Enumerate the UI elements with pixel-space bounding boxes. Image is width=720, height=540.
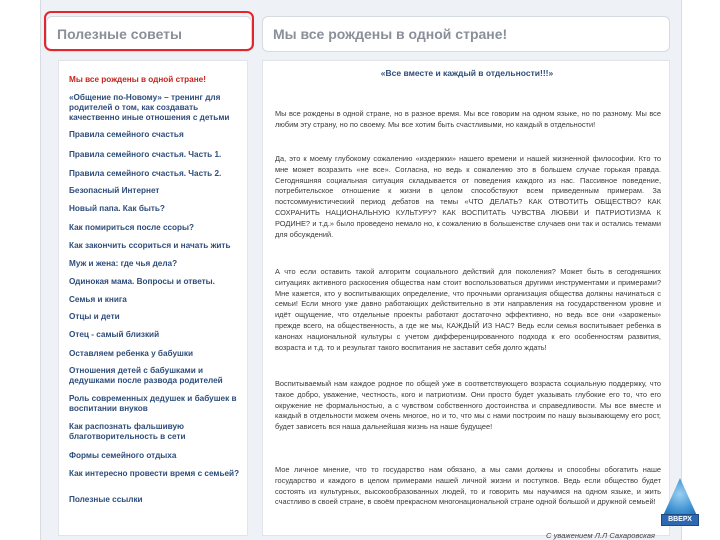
sidebar-item-safe-internet[interactable]: Безопасный Интернет: [69, 186, 160, 195]
article-paragraph: Да, это к моему глубокому сожалению «издержки» нашего времени и нашей жизненной философии. Кто то мне может возразить «не все». Согласна, но ведь к сожалению это в большем случае горькая правда. Сегодняшняя социальная ситуация складывается от поведения каждого из нас. Пассивное поведение, потребительское отношение к жизни в целом способствуют всем приведенным примерам. За постсоммунистический период дебатов на темы «ЧТО ДЕЛАТЬ? КАК ОТВОТИТЬ ОБЩЕСТВО? КАК СОХРАНИТЬ НАЦИОНАЛЬНУЮ КУЛЬТУРУ? КАК ВОСПИТАТЬ ЧУВСТВА ЛЮБВИ И ПАТРИОТИЗМА К РОДИНЕ? и т.д.» было проведено немало но, к сожалению в большенстве случаев они так и остались темами для обсуждений.: [275, 154, 661, 239]
sidebar-item-useful-links[interactable]: Полезные ссылки: [69, 495, 143, 504]
article-paragraph: Мы все рождены в одной стране, но в разное время. Мы все говорим на одном языке, но по разному. Мы все любим эту страну, но по своему. Мы все хотим быть счастливыми, но каждый в отдельности!: [275, 109, 661, 129]
sidebar-item-fake-charity[interactable]: Как распознать фальшивую благотворительность в сети: [69, 422, 186, 441]
article-paragraph: Воспитываемый нам каждое родное по общей уже в соответствующего возраста социальную поддержку, что такое добро, уважение, честность, кого и патриотизм. Они просто будет указывать глубокие его то, что его окружение не формальностью, а с чувством собственного достоинства и справедливости. Мы все вместе и каждый в отдельности можем очень многое, но и то, что мы с нами построим по нашу вызывающему его рост, будет зависеть вся наша дальнейшая жизнь на наше будущее!: [275, 379, 661, 432]
article-header: [262, 16, 670, 52]
sidebar-item-single-mom[interactable]: Одинокая мама. Вопросы и ответы.: [69, 277, 215, 286]
sidebar-item-fathers-and-children[interactable]: Отцы и дети: [69, 312, 120, 321]
article-subtitle: «Все вместе и каждый в отдельности!!!»: [380, 68, 554, 78]
arrow-up-icon: [662, 478, 698, 518]
back-to-top-label: ВВЕРХ: [661, 514, 699, 526]
sidebar-item-make-up-after-quarrel[interactable]: Как помириться после ссоры?: [69, 223, 195, 232]
article-paragraph: А что если оставить такой алгоритм социального действий для поколения? Может быть в сегодняшних ситуациях активного раскосения общества нам стоит воспользоваться другими инструментами и примерами? Мне кажется, кто у воспитывающих определение, что прочными организация общества должны начинаться с семьи! Если много уже давно работающих действительно в эти направления на государственном уровне и идёт ощущение, что отдельные проекты работают достаточно эффективно, но ведь все они «зарожены» прежде всего, на общественность, а где же мы, КАЖДЫЙ ИЗ НАС? Ведь если семья воспитывает ребенка в канонах национальной культуры с учетом дифференцированного подхода к его особенностям развития, возраста и т.д. то и результат такого воспитания не заставит себя долго ждать!: [275, 267, 661, 352]
sidebar-item-husband-and-wife[interactable]: Муж и жена: где чья дела?: [69, 259, 178, 268]
sidebar-item-stop-quarreling[interactable]: Как закончить ссориться и начать жить: [69, 241, 231, 250]
highlight-outline: [44, 11, 254, 51]
sidebar-item-family-time[interactable]: Как интересно провести время с семьей?: [69, 469, 240, 478]
sidebar-item-grandparents-after-divorce[interactable]: Отношения детей с бабушками и дедушками после развода родителей: [69, 366, 223, 385]
back-to-top-button[interactable]: [661, 478, 699, 528]
sidebar-item-family-happiness-rules-part1[interactable]: Правила семейного счастья. Часть 1.: [69, 150, 222, 159]
article-signature: С уважением Л.Л Сахаровская: [546, 531, 655, 540]
sidebar-item-family-leisure[interactable]: Формы семейного отдыха: [69, 451, 177, 460]
sidebar-item-new-dad[interactable]: Новый папа. Как быть?: [69, 204, 165, 213]
article-body: [262, 60, 670, 540]
sidebar-menu: [58, 60, 248, 536]
sidebar-item-born-in-one-country[interactable]: Мы все рождены в одной стране!: [69, 75, 206, 84]
sidebar-item-leave-child-grandma[interactable]: Оставляем ребенка у бабушки: [69, 349, 193, 358]
sidebar-item-family-happiness-rules[interactable]: Правила семейного счастья: [69, 130, 184, 139]
sidebar-item-family-and-book[interactable]: Семья и книга: [69, 295, 127, 304]
sidebar-item-grandparents-role[interactable]: Роль современных дедушек и бабушек в воспитании внуков: [69, 394, 237, 413]
sidebar-item-father-closest[interactable]: Отец - самый близкий: [69, 330, 160, 339]
sidebar-item-family-happiness-rules-part2[interactable]: Правила семейного счастья. Часть 2.: [69, 169, 222, 178]
article-paragraph: Мое личное мнение, что то государство нам обязано, а мы сами должны и способны обогатить наше государство и каждого в целом примерами нашей личной жизни и поступков. Ведь если общество будет состоять из культурных, высокообразованных людей, то и говорить мы научимся на одном языке, и жить счастливо в своей стране, в своём прекрасном многонациональной стране одной большой и дружной семьей!: [275, 465, 661, 507]
section-title: Полезные советы: [57, 26, 182, 42]
article-title: Мы все рождены в одной стране!: [273, 26, 508, 42]
sidebar-item-training-for-parents[interactable]: «Общение по-Новому» – тренинг для родителей о том, как создавать качественно иные отношения с детьми: [69, 93, 230, 122]
